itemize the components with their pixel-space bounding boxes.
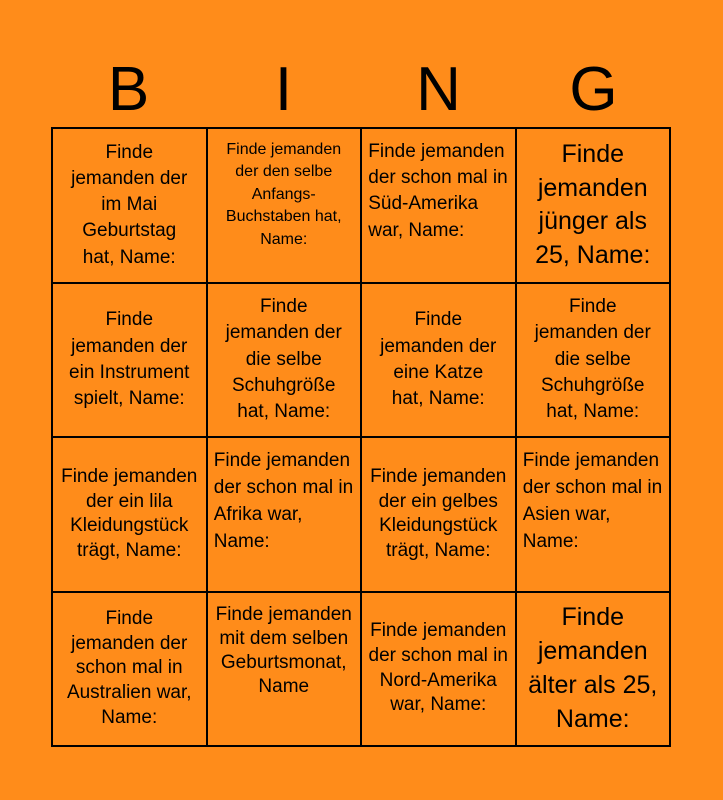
bingo-cell-text: Finde jemanden der die selbe Schuhgröße hat, Name: bbox=[225, 296, 342, 423]
bingo-cell-text: Finde jemanden der schon mal in Afrika war, Name: bbox=[213, 450, 354, 552]
bingo-cell-text: Finde jemanden der ein Instrument spielt, Name: bbox=[69, 309, 190, 409]
bingo-grid bbox=[51, 127, 671, 747]
bingo-cell[interactable] bbox=[52, 128, 207, 283]
bingo-cell[interactable] bbox=[516, 283, 671, 438]
bingo-cell-text: Finde jemanden der ein lila Kleidungstück trägt, Name: bbox=[61, 465, 198, 561]
bingo-cell-text: Finde jemanden der schon mal in Australien war, Name: bbox=[66, 608, 192, 728]
bingo-cell[interactable] bbox=[361, 283, 516, 438]
bingo-cell-text: Finde jemanden der im Mai Geburtstag hat, Name: bbox=[71, 141, 188, 268]
bingo-cell[interactable] bbox=[207, 437, 362, 592]
bingo-cell-text: Finde jemanden der eine Katze hat, Name: bbox=[380, 309, 497, 409]
bingo-cell-text: Finde jemanden mit dem selben Geburtsmonat, Name bbox=[215, 603, 352, 698]
bingo-cell-text: Finde jemanden der ein gelbes Kleidungstück trägt, Name: bbox=[370, 465, 507, 561]
header-letter-i: I bbox=[274, 55, 293, 124]
bingo-cell-text: Finde jemanden der schon mal in Nord-Amerika war, Name: bbox=[368, 620, 508, 716]
bingo-cell[interactable] bbox=[52, 592, 207, 747]
bingo-cell-text: Finde jemanden der die selbe Schuhgröße hat, Name: bbox=[534, 296, 651, 423]
bingo-cell[interactable] bbox=[361, 592, 516, 747]
header-letter-g: G bbox=[569, 55, 618, 124]
bingo-cell-text: Finde jemanden älter als 25, Name: bbox=[528, 603, 658, 733]
bingo-cell[interactable] bbox=[207, 592, 362, 747]
bingo-cell[interactable] bbox=[361, 437, 516, 592]
bingo-header bbox=[51, 54, 671, 126]
bingo-cell[interactable] bbox=[207, 283, 362, 438]
bingo-cell-text: Finde jemanden der den selbe Anfangs-Buchstaben hat, Name: bbox=[225, 141, 342, 248]
bingo-cell[interactable] bbox=[52, 437, 207, 592]
bingo-cell-text: Finde jemanden jünger als 25, Name: bbox=[535, 139, 651, 269]
header-letter-n: N bbox=[416, 55, 461, 124]
bingo-cell[interactable] bbox=[207, 128, 362, 283]
bingo-cell-text: Finde jemanden der schon mal in Süd-Amerika war, Name: bbox=[368, 141, 508, 241]
bingo-cell[interactable] bbox=[52, 283, 207, 438]
bingo-cell[interactable] bbox=[516, 592, 671, 747]
bingo-cell[interactable] bbox=[516, 128, 671, 283]
header-letter-b: B bbox=[107, 55, 150, 124]
bingo-cell-text: Finde jemanden der schon mal in Asien war, Name: bbox=[522, 450, 663, 552]
bingo-cell[interactable] bbox=[516, 437, 671, 592]
bingo-cell[interactable] bbox=[361, 128, 516, 283]
